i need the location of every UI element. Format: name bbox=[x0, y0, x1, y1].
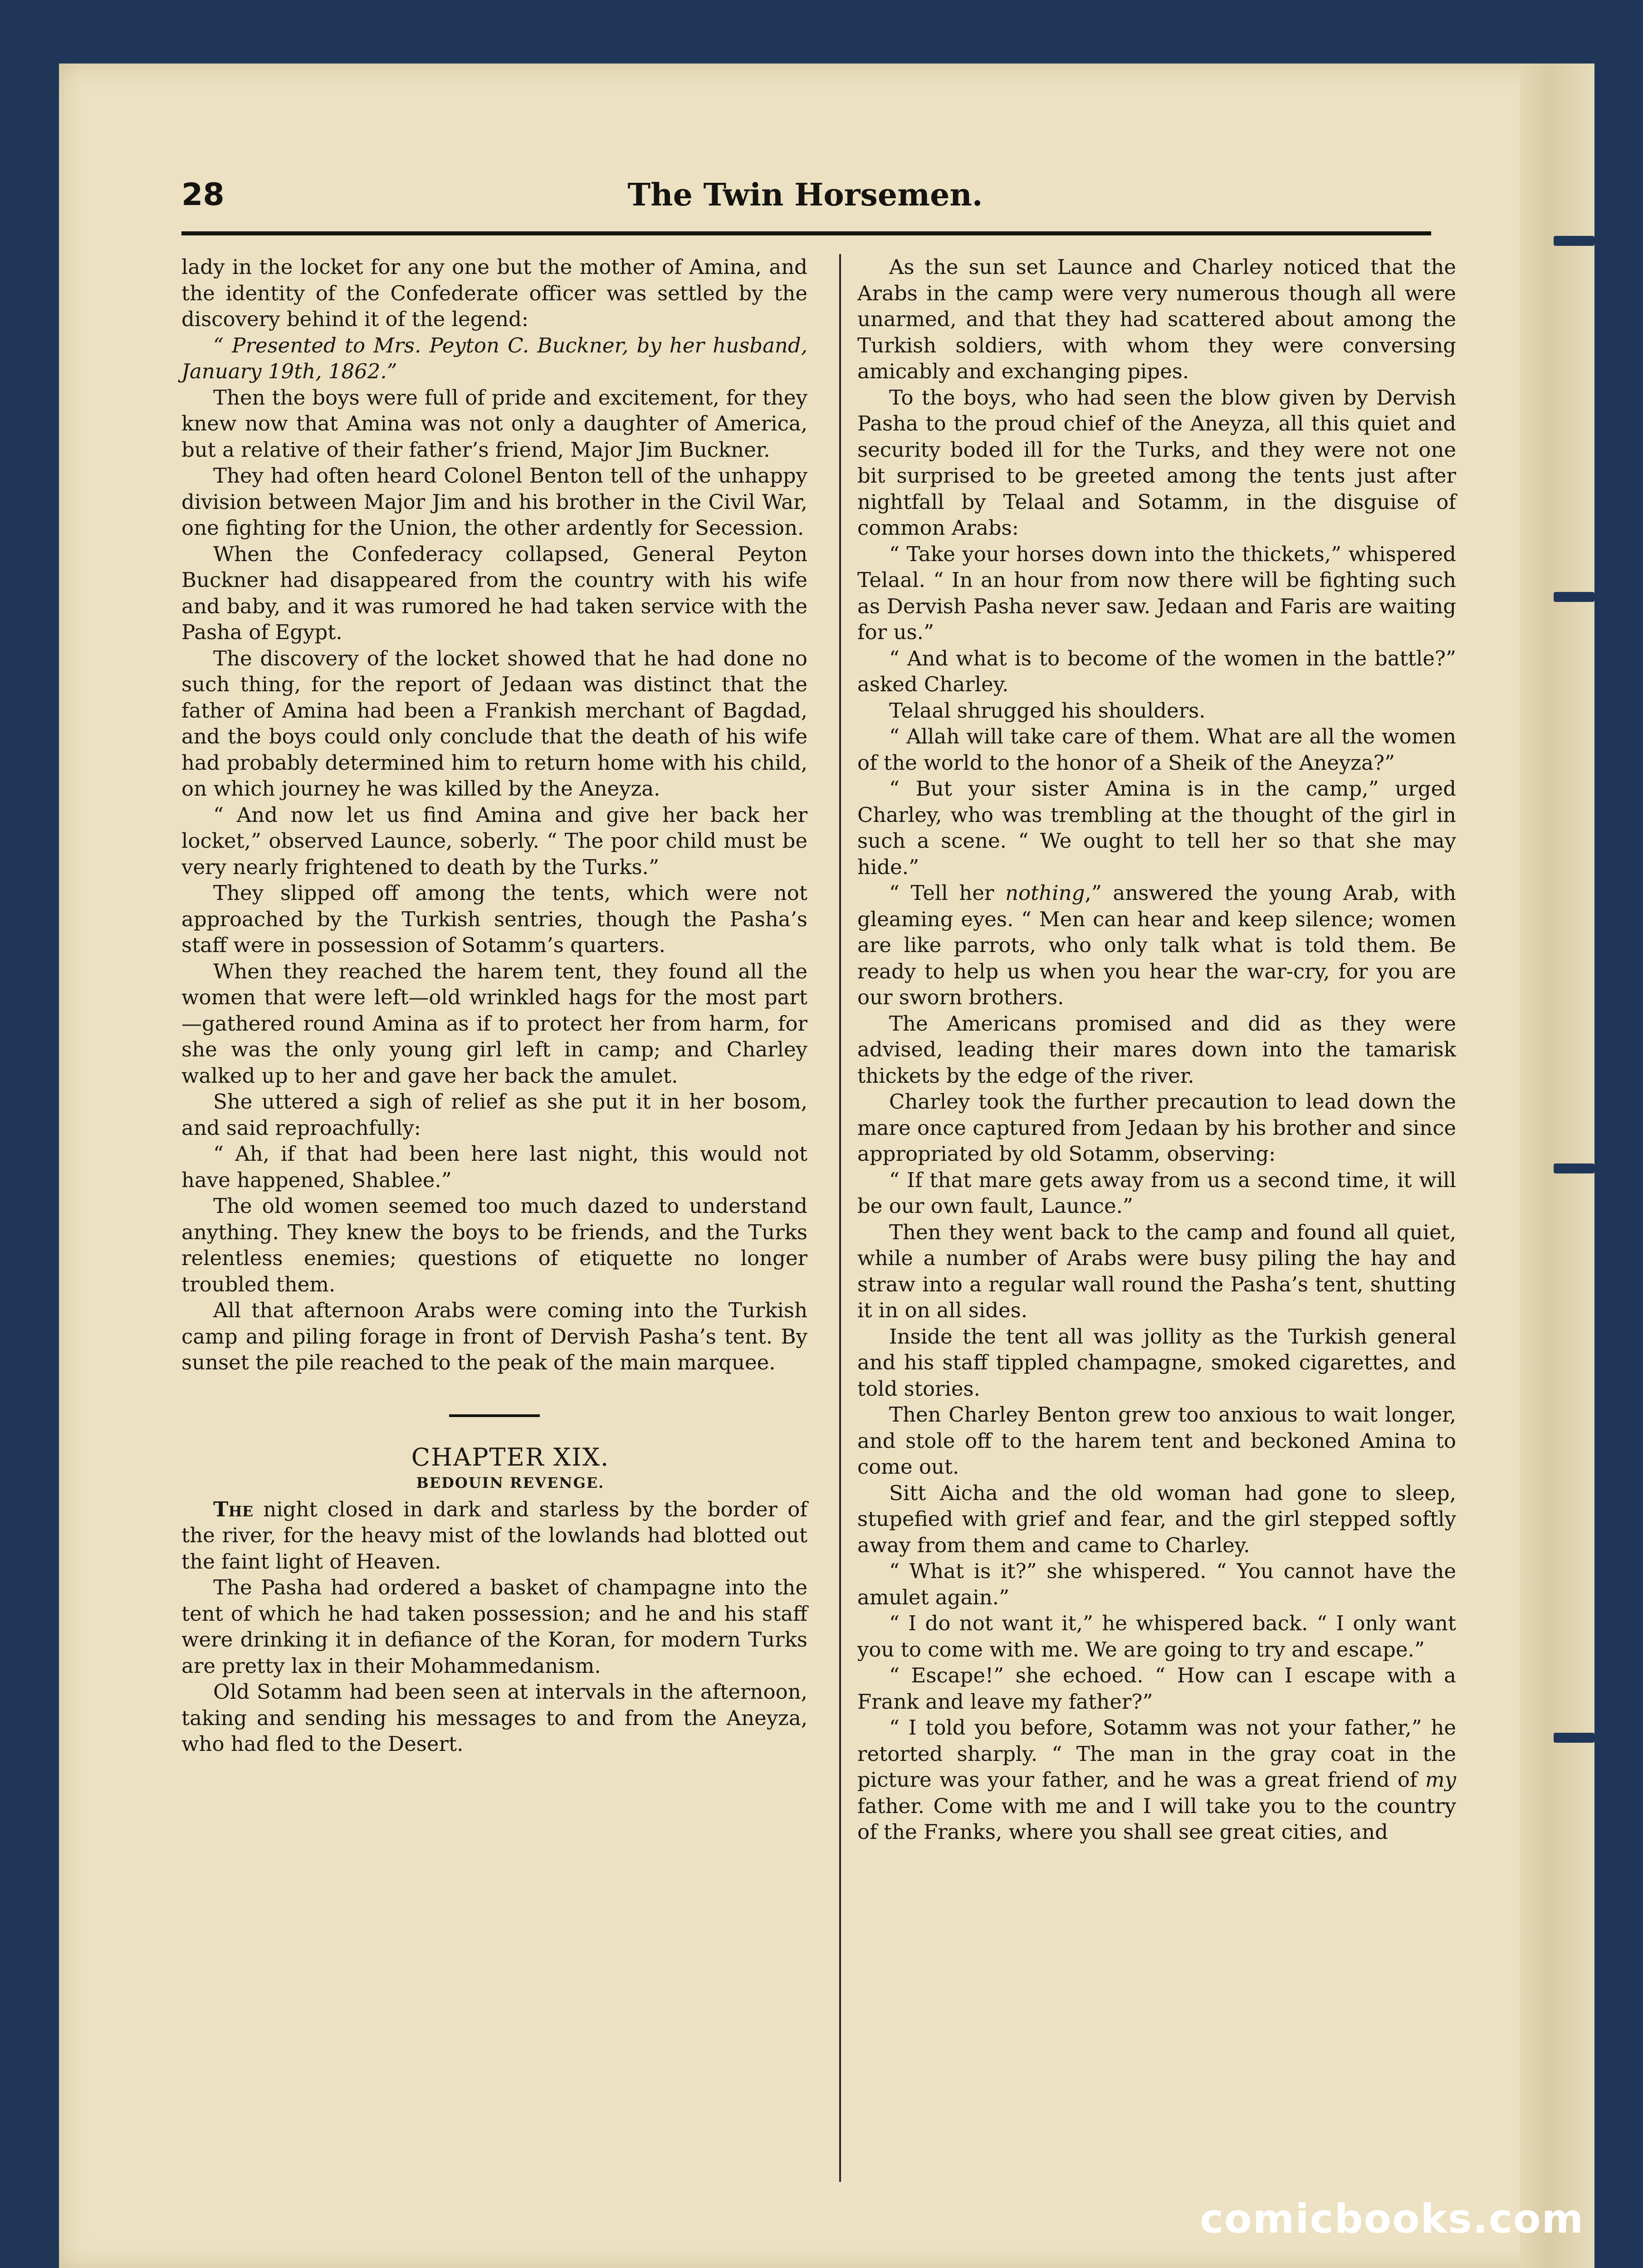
paragraph: They slipped off among the tents, which were not approached by the Turkish sentries, though the Pasha’s staff were in possession of Sotamm’s quarters. bbox=[181, 881, 807, 957]
paragraph: Then Charley Benton grew too anxious to wait longer, and stole off to the harem tent and beckoned Amina to come out. bbox=[857, 1403, 1456, 1479]
paragraph: When they reached the harem tent, they found all the women that were left—old wrinkled hags for the most part—gathered round Amina as if to protect her from harm, for she was the only young girl left in camp; and Charley walked up to her and gave her back the amulet. bbox=[181, 959, 807, 1088]
chapter-subtitle: BEDOUIN REVENGE. bbox=[416, 1474, 605, 1491]
paragraph: Charley took the further precaution to lead down the mare once captured from Jedaan by his brother and since appropriated by old Sotamm, observing: bbox=[857, 1090, 1456, 1166]
paragraph: The Pasha had ordered a basket of champagne into the tent of which he had taken possession; and he and his staff were drinking it in defiance of the Koran, for modern Turks are pretty lax in their Mohammedanism. bbox=[181, 1575, 807, 1678]
paragraph bbox=[857, 1715, 1456, 1845]
header-rule bbox=[181, 231, 1431, 235]
paragraph: As the sun set Launce and Charley noticed that the Arabs in the camp were very numerous though all were unarmed, and that they had scattered about among the Turkish soldiers, with whom they were conversing amicably and exchanging pipes. bbox=[857, 255, 1456, 383]
paragraph: Then they went back to the camp and found all quiet, while a number of Arabs were busy piling the hay and straw into a regular wall round the Pasha’s tent, shutting it in on all sides. bbox=[857, 1220, 1456, 1322]
lead-word: The bbox=[213, 1497, 254, 1521]
paragraph bbox=[181, 1496, 807, 1575]
paragraph bbox=[857, 880, 1456, 1011]
page-header bbox=[181, 177, 1429, 231]
column-divider bbox=[839, 254, 841, 2182]
emphasis: my bbox=[1425, 1768, 1456, 1792]
running-title: The Twin Horsemen. bbox=[627, 177, 983, 213]
paragraph: lady in the locket for any one but the mother of Amina, and the identity of the Confederate officer was settled by the discovery behind it of the legend: bbox=[181, 255, 807, 331]
paragraph: “ And now let us find Amina and give her back her locket,” observed Launce, soberly. “ The poor child must be very nearly frightened to death by the Turks.” bbox=[181, 802, 807, 879]
paragraph: The Americans promised and did as they were advised, leading their mares down into the tamarisk thickets by the edge of the river. bbox=[857, 1011, 1456, 1088]
paragraph: They had often heard Colonel Benton tell of the unhappy division between Major Jim and his brother in the Civil War, one fighting for the Union, the other ardently for Secession. bbox=[181, 464, 807, 540]
binding-notch bbox=[1554, 592, 1594, 602]
paragraph: Old Sotamm had been seen at intervals in the afternoon, taking and sending his messages to and from the Aneyza, who had fled to the Desert. bbox=[181, 1680, 807, 1756]
legend-inscription: “ Presented to Mrs. Peyton C. Buckner, by her husband, January 19th, 1862.” bbox=[181, 333, 807, 383]
paragraph: “ Take your horses down into the thickets,” whispered Telaal. “ In an hour from now there will be fighting such as Dervish Pasha never saw. Jedaan and Faris are waiting for us.” bbox=[857, 542, 1456, 644]
paragraph: Inside the tent all was jollity as the Turkish general and his staff tippled champagne, smoked cigarettes, and told stories. bbox=[857, 1324, 1456, 1401]
paragraph: Then the boys were full of pride and excitement, for they knew now that Amina was not only a daughter of America, but a relative of their father’s friend, Major Jim Buckner. bbox=[181, 385, 807, 462]
page-number: 28 bbox=[181, 177, 225, 213]
paragraph: “ But your sister Amina is in the camp,” urged Charley, who was trembling at the thought of the girl in such a scene. “ We ought to tell her so that she may hide.” bbox=[857, 777, 1456, 879]
paragraph: “ I do not want it,” he whispered back. “ I only want you to come with me. We are going to try and escape.” bbox=[857, 1611, 1456, 1662]
paragraph: When the Confederacy collapsed, General Peyton Buckner had disappeared from the country with his wife and baby, and it was rumored he had taken service with the Pasha of Egypt. bbox=[181, 542, 807, 644]
paragraph: “ If that mare gets away from us a second time, it will be our own fault, Launce.” bbox=[857, 1168, 1456, 1218]
binding-notch bbox=[1554, 1163, 1594, 1173]
paragraph-text: “ Tell her bbox=[889, 881, 1006, 905]
paragraph: Telaal shrugged his shoulders. bbox=[889, 698, 1206, 723]
paragraph-text: ,” answered the young Arab, with gleaming eyes. “ Men can hear and keep silence; women are like parrots, who only talk what is told them. Be ready to help us when you hear the war-cry, for you are our sworn brothers. bbox=[857, 881, 1456, 1009]
paragraph-text: “ I told you before, Sotamm was not your father,” he retorted sharply. “ The man in the gray coat in the picture was your father, and he was a great friend of bbox=[857, 1716, 1456, 1792]
binding-notch bbox=[1554, 1733, 1594, 1743]
chapter-divider bbox=[449, 1414, 540, 1417]
paragraph: All that afternoon Arabs were coming into the Turkish camp and piling forage in front of Dervish Pasha’s tent. By sunset the pile reached to the peak of the main marquee. bbox=[181, 1298, 807, 1374]
paragraph bbox=[181, 332, 807, 385]
right-column bbox=[857, 254, 1456, 1845]
paragraph: “ Escape!” she echoed. “ How can I escape with a Frank and leave my father?” bbox=[857, 1663, 1456, 1714]
paragraph: “ Ah, if that had been here last night, this would not have happened, Shablee.” bbox=[181, 1142, 807, 1192]
paragraph: The discovery of the locket showed that he had done no such thing, for the report of Jedaan was distinct that the father of Amina had been a Frankish merchant of Bagdad, and the boys could only conclude that the death of his wife had probably determined him to return home with his child, on which journey he was killed by the Aneyza. bbox=[181, 646, 807, 801]
binding-notch bbox=[1554, 236, 1594, 246]
left-column bbox=[181, 254, 807, 1757]
paragraph: To the boys, who had seen the blow given by Dervish Pasha to the proud chief of the Aneyza, all this quiet and security boded ill for the Turks, and they were not one bit surprised to be greeted among the tents just after nightfall by Telaal and Sotamm, in the disguise of common Arabs: bbox=[857, 385, 1456, 540]
paragraph: She uttered a sigh of relief as she put it in her bosom, and said reproachfully: bbox=[181, 1090, 807, 1140]
paragraph: The old women seemed too much dazed to understand anything. They knew the boys to be friends, and the Turks relentless enemies; questions of etiquette no longer troubled them. bbox=[181, 1194, 807, 1296]
paragraph: “ What is it?” she whispered. “ You cannot have the amulet again.” bbox=[857, 1559, 1456, 1609]
emphasis: nothing bbox=[1005, 881, 1085, 905]
paragraph-text: father. Come with me and I will take you to the country of the Franks, where you shall see great cities, and bbox=[857, 1794, 1456, 1844]
site-watermark: comicbooks.com bbox=[1200, 2195, 1584, 2242]
paragraph: “ And what is to become of the women in the battle?” asked Charley. bbox=[857, 646, 1456, 696]
chapter-title: CHAPTER XIX. bbox=[411, 1442, 610, 1471]
paragraph: Sitt Aicha and the old woman had gone to sleep, stupefied with grief and fear, and the girl stepped softly away from them and came to Charley. bbox=[857, 1481, 1456, 1557]
paragraph-text: night closed in dark and starless by the border of the river, for the heavy mist of the lowlands had blotted out the faint light of Heaven. bbox=[181, 1497, 807, 1574]
paragraph: “ Allah will take care of them. What are all the women of the world to the honor of a Sheik of the Aneyza?” bbox=[857, 724, 1456, 775]
